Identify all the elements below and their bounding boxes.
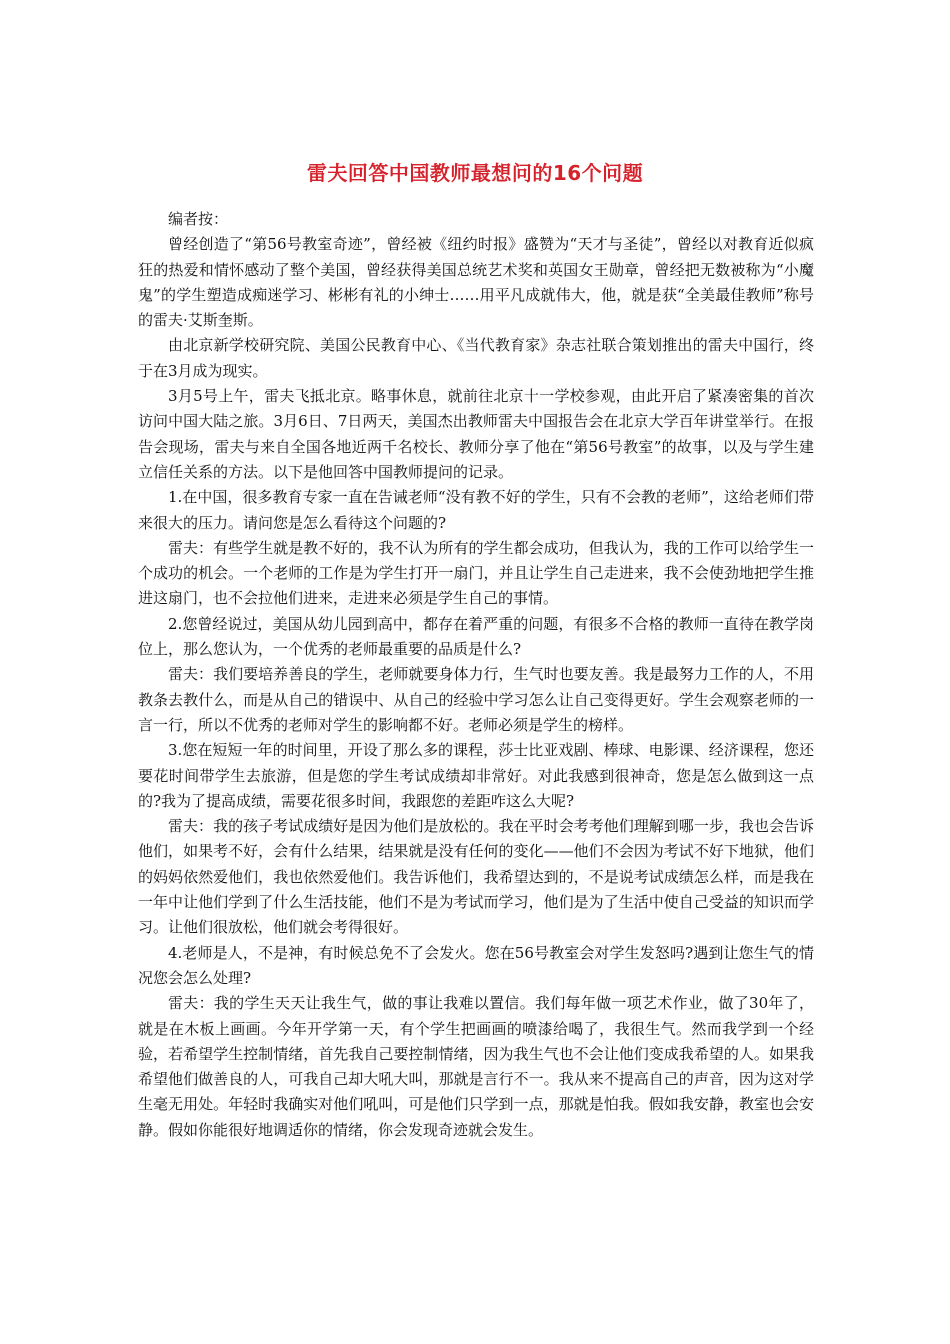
document-title: 雷夫回答中国教师最想问的16个问题 bbox=[306, 161, 644, 185]
question-paragraph: 1.在中国，很多教育专家一直在告诫老师“没有教不好的学生，只有不会教的老师”，这给老师们带来很大的压力。请问您是怎么看待这个问题的? bbox=[138, 488, 814, 532]
answer-paragraph: 雷夫：我们要培养善良的学生，老师就要身体力行，生气时也要友善。我是最努力工作的人，不用教条去教什么，而是从自己的错误中、从自己的经验中学习怎么让自己变得更好。学生会观察老师的一言一行，所以不优秀的老师对学生的影响都不好。老师必须是学生的榜样。 bbox=[138, 665, 814, 734]
editor-note-label: 编者按： bbox=[168, 210, 229, 228]
question-paragraph: 3.您在短短一年的时间里，开设了那么多的课程，莎士比亚戏剧、棒球、电影课、经济课程，您还要花时间带学生去旅游，但是您的学生考试成绩却非常好。对此我感到很神奇，您是怎么做到这一点的?我为了提高成绩，需要花很多时间，我跟您的差距咋这么大呢? bbox=[138, 741, 814, 810]
question-paragraph: 4.老师是人，不是神，有时候总免不了会发火。您在56号教室会对学生发怒吗?遇到让您生气的情况您会怎么处理? bbox=[138, 943, 814, 987]
answer-paragraph: 雷夫：我的孩子考试成绩好是因为他们是放松的。我在平时会考考他们理解到哪一步，我也会告诉他们，如果考不好，会有什么结果，结果就是没有任何的变化——他们不会因为考试不好下地狱，他们的妈妈依然爱他们，我也依然爱他们。我告诉他们，我希望达到的，不是说考试成绩怎么样，而是我在一年中让他们学到了什么生活技能，他们不是为考试而学习，他们是为了生活中使自己受益的知识而学习。让他们很放松，他们就会考得很好。 bbox=[138, 817, 814, 937]
answer-paragraph: 雷夫：我的学生天天让我生气，做的事让我难以置信。我们每年做一项艺术作业，做了30年了，就是在木板上画画。今年开学第一天，有个学生把画画的喷漆给喝了，我很生气。然而我学到一个经验，若希望学生控制情绪，首先我自己要控制情绪，因为我生气也不会让他们变成我希望的人。如果我希望他们做善良的人，可我自己却大吼大叫，那就是言行不一。我从来不提高自己的声音，因为这对学生毫无用处。年轻时我确实对他们吼叫，可是他们只学到一点，那就是怕我。假如我安静，教室也会安静。假如你能很好地调适你的情绪，你会发现奇迹就会发生。 bbox=[138, 994, 814, 1139]
document-body bbox=[138, 207, 814, 1143]
question-paragraph: 2.您曾经说过，美国从幼儿园到高中，都存在着严重的问题，有很多不合格的教师一直待在教学岗位上，那么您认为，一个优秀的老师最重要的品质是什么? bbox=[138, 614, 814, 659]
intro-paragraph: 曾经创造了“第56号教室奇迹”，曾经被《纽约时报》盛赞为“天才与圣徒”，曾经以对教育近似疯狂的热爱和情怀感动了整个美国，曾经获得美国总统艺术奖和英国女王勋章，曾经把无数被称为“小魔鬼”的学生塑造成痴迷学习、彬彬有礼的小绅士……用平凡成就伟大，他，就是获“全美最佳教师”称号的雷夫·艾斯奎斯。 bbox=[138, 235, 814, 330]
intro-paragraph: 3月5号上午，雷夫飞抵北京。略事休息，就前往北京十一学校参观，由此开启了紧凑密集的首次访问中国大陆之旅。3月6日、7日两天，美国杰出教师雷夫中国报告会在北京大学百年讲堂举行。在报告会现场，雷夫与来自全国各地近两千名校长、教师分享了他在“第56号教室”的故事，以及与学生建立信任关系的方法。以下是他回答中国教师提问的记录。 bbox=[138, 387, 814, 481]
answer-paragraph: 雷夫：有些学生就是教不好的，我不认为所有的学生都会成功，但我认为，我的工作可以给学生一个成功的机会。一个老师的工作是为学生打开一扇门，并且让学生自己走进来，我不会使劲地把学生推进这扇门，也不会拉他们进来，走进来必须是学生自己的事情。 bbox=[138, 538, 814, 608]
intro-paragraph: 由北京新学校研究院、美国公民教育中心、《当代教育家》杂志社联合策划推出的雷夫中国行，终于在3月成为现实。 bbox=[138, 336, 814, 380]
